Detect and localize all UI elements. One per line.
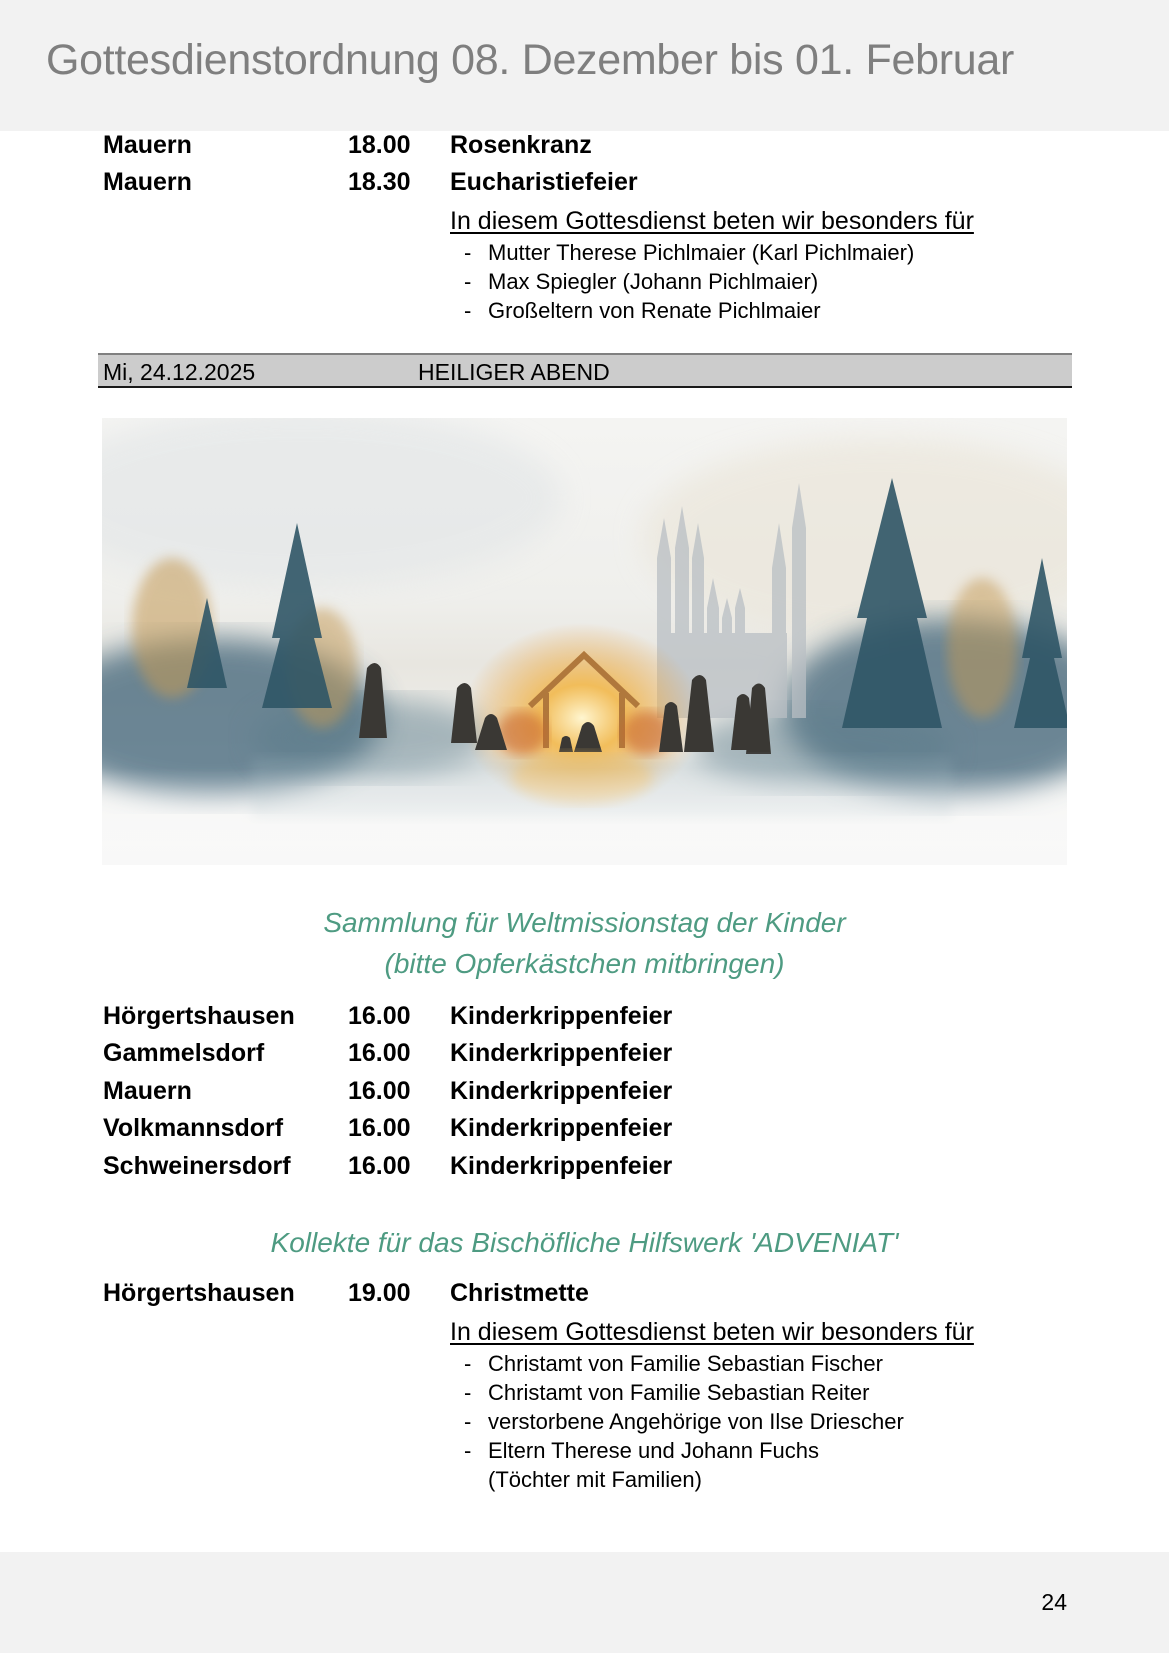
- service-time: 16.00: [348, 1077, 411, 1105]
- intentions-list: [462, 238, 914, 325]
- collection-note-line: Kollekte für das Bischöfliche Hilfswerk 'ADVENIAT': [270, 1227, 899, 1258]
- intention-item: - Mutter Therese Pichlmaier (Karl Pichlmaier): [464, 240, 915, 265]
- service-time: 16.00: [348, 1114, 411, 1142]
- day-header-bar: [98, 353, 1072, 388]
- page-number: 24: [1041, 1589, 1067, 1615]
- intention-item-continuation: (Töchter mit Familien): [488, 1467, 702, 1492]
- intention-item: - Christamt von Familie Sebastian Fischer: [464, 1351, 883, 1376]
- service-name: Kinderkrippenfeier: [450, 1077, 673, 1105]
- collection-note-line: Sammlung für Weltmissionstag der Kinder: [323, 907, 846, 938]
- service-name: Kinderkrippenfeier: [450, 1152, 673, 1180]
- intentions-heading: In diesem Gottesdienst beten wir besonders für: [450, 207, 974, 235]
- service-time: 16.00: [348, 1039, 411, 1067]
- service-place: Schweinersdorf: [103, 1152, 291, 1180]
- intention-item: - Großeltern von Renate Pichlmaier: [464, 298, 821, 323]
- day-date: Mi, 24.12.2025: [103, 359, 256, 385]
- service-name: Kinderkrippenfeier: [450, 1114, 673, 1142]
- service-time: 19.00: [348, 1279, 411, 1307]
- nativity-illustration: [102, 418, 1067, 865]
- nativity-scene-icon: [102, 418, 1067, 865]
- service-time: 16.00: [348, 1002, 411, 1030]
- service-name: Kinderkrippenfeier: [450, 1039, 673, 1067]
- page-title: Gottesdienstordnung 08. Dezember bis 01. Februar: [46, 36, 1014, 84]
- day-feast: HEILIGER ABEND: [418, 359, 610, 385]
- service-name: Eucharistiefeier: [450, 168, 638, 196]
- intention-item: - Christamt von Familie Sebastian Reiter: [464, 1380, 870, 1405]
- service-place: Hörgertshausen: [103, 1279, 295, 1307]
- service-name: Rosenkranz: [450, 131, 592, 159]
- intentions-heading: In diesem Gottesdienst beten wir besonders für: [450, 1318, 974, 1346]
- intention-item: - verstorbene Angehörige von Ilse Driescher: [464, 1409, 904, 1434]
- page-header: [0, 0, 1169, 131]
- service-name: Christmette: [450, 1279, 589, 1307]
- intentions-list: [462, 1349, 904, 1494]
- service-place: Volkmannsdorf: [103, 1114, 284, 1142]
- service-place: Mauern: [103, 168, 192, 196]
- intention-item: - Max Spiegler (Johann Pichlmaier): [464, 269, 819, 294]
- service-place: Mauern: [103, 1077, 192, 1105]
- service-place: Mauern: [103, 131, 192, 159]
- collection-note-line: (bitte Opferkästchen mitbringen): [384, 948, 785, 979]
- collection-note: [0, 902, 1169, 984]
- service-time: 18.00: [348, 131, 411, 159]
- service-place: Gammelsdorf: [103, 1039, 265, 1067]
- collection-note: [0, 1222, 1169, 1263]
- service-time: 18.30: [348, 168, 411, 196]
- intention-item: - Eltern Therese und Johann Fuchs: [464, 1438, 820, 1463]
- service-time: 16.00: [348, 1152, 411, 1180]
- page-footer: [0, 1552, 1169, 1653]
- service-name: Kinderkrippenfeier: [450, 1002, 673, 1030]
- service-place: Hörgertshausen: [103, 1002, 295, 1030]
